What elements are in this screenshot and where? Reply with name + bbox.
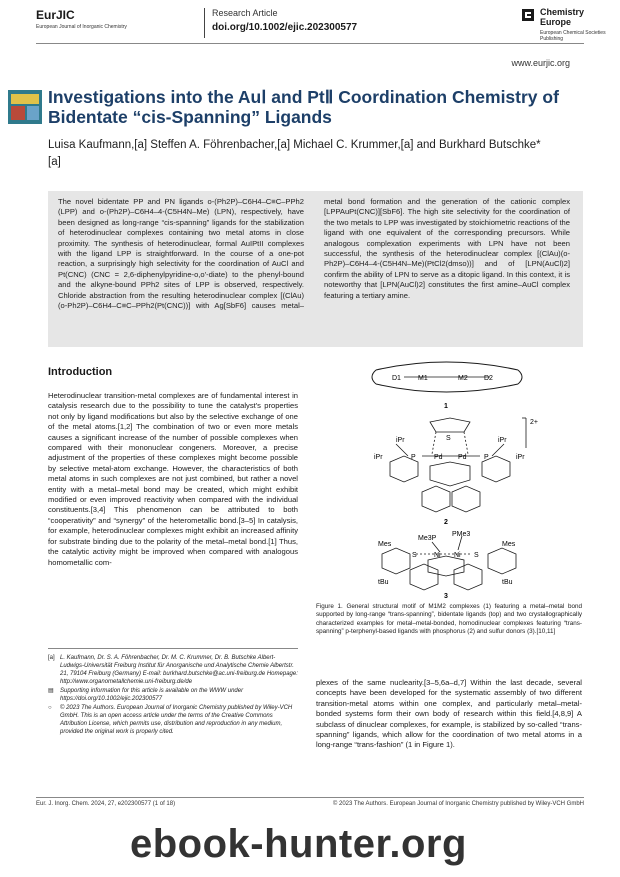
license-footnote xyxy=(48,704,298,736)
journal-abbrev: EurJIC xyxy=(36,8,75,22)
abstract-text: The novel bidentate PP and PN ligands o-(Ph2P)–C6H4–C≡C–PPh2 (LPP) and o-(Ph2P)–C6H4–4-(C5H4N–Me) (LPN), respectively, have been designed as long-range “cis-spanning” ligands for the stabilization of heterodinuclear complexes containing two metal atoms in close proximity. The synthesis of heterodinuclear, formal AuIPtII complexes with the ligand LPP is straightforward. In the course of a one-pot reaction, a surprisingly high selectivity for the coordination of AuCl and Pt(CNC) (CNC = 2,6-diphenylpyridine-o,o′-diate) to the phenyl-bound and the alkyne-bound PPh2 sites of LPP is observed, respectively. Chloride abstraction from the resulting heterodinuclear complex [(ClAu)(o-Ph2P)–C6H4–C≡C–PPh2(Pt(CNC))] with Ag[SbF6] causes metal–metal bond formation and the generation of the cationic complex [LPPAuPt(CNC)][SbF6]. The high site selectivity for the coordination of the two metals to LPP was investigated by stoichiometric reactions of the ligand with one equivalent of the corresponding precursors. While analogous complexation experiments with LPN have not been successful, the synthesis of the heterodinuclear complex [(ClAu)(o-Ph2P)–C6H4–4-(C5H4N–Me)(PtCl2(dmso))] and of [LPN(AuCl)2] confirm the ability of LPN to serve as a ditopic ligand. In this context, it is noteworthy that [LPN(AuCl)2] constitutes the first amine–AuCl complex featuring a tertiary amine. xyxy=(58,197,570,311)
motif-label-d2: D2 xyxy=(484,375,493,382)
label-ipr: iPr xyxy=(396,437,405,444)
label-me3p: Me3P xyxy=(418,535,437,542)
compound-number-2: 2 xyxy=(444,519,448,526)
motif-label-m1: M1 xyxy=(418,375,428,382)
atom-label-s: S xyxy=(412,552,417,559)
compound-3-structure xyxy=(382,536,516,590)
license-text: © 2023 The Authors. European Journal of Inorganic Chemistry published by Wiley-VCH GmbH. This is an open access article under the terms of the Creative Commons Attribution License, which permits use, distribution and reproduction in any medium, provided the original work is properly cited. xyxy=(60,705,293,735)
copyright-footer: © 2023 The Authors. European Journal of Inorganic Chemistry published by Wiley-VCH GmbH xyxy=(332,801,584,807)
compound-number-1: 1 xyxy=(444,403,448,410)
label-ipr: iPr xyxy=(516,454,525,461)
supporting-info-icon: ▤ xyxy=(48,688,54,694)
label-mes: Mes xyxy=(378,541,392,548)
journal-full-name: European Journal of Inorganic Chemistry xyxy=(36,24,127,30)
open-access-icon: ○ xyxy=(48,705,52,711)
atom-label-ni: Ni xyxy=(434,552,441,559)
publisher-name: Chemistry Europe xyxy=(540,7,585,27)
citation-footer: Eur. J. Inorg. Chem. 2024, 27, e202300577 (1 of 18) xyxy=(36,801,176,807)
introduction-text: Heterodinuclear transition-metal complexes are of fundamental interest in catalysis research due to the possibility to tune the catalyst's properties not only by ligand modifications but also by the selective exchange of one of the metal atoms.[1,2] The combination of two or even more metals causes a significant increase of the number of possible complexes when compared with their mononuclear congeners. Moreover, a precise adjustment of the properties of these complexes might become possible by selective metal-atom exchange. However, the characteristics of both metal atoms in such complexes are not just combined, but rather a novel entity with a metal–metal bond may be created, which might exhibit modified or even improved reactivity when compared with the individual constituents.[3,4] This phenomenon can be attributed to both “cooperativity” and “synergy” of the heterometallic bond.[3–5] In catalysis, for example, heterodinuclear complexes might exhibit an increased affinity for substrate binding due to the polarity of the metal–metal bond.[1] Thus, the catalytic activity might be improved when compared with analogous homometallic com- xyxy=(48,391,298,567)
label-pme3: PMe3 xyxy=(452,531,471,538)
author-list: Luisa Kaufmann,[a] Steffen A. Föhrenbacher,[a] Michael C. Krummer,[a] and Burkhard Butschke*[a] xyxy=(48,139,541,168)
article-type: Research Article xyxy=(212,8,278,18)
watermark: ebook-hunter.org xyxy=(130,822,467,866)
label-ipr: iPr xyxy=(374,454,383,461)
compound-2-structure xyxy=(390,418,526,512)
figure-caption: Figure 1. General structural motif of M1M2 complexes (1) featuring a metal–metal bond supported by long-range “trans-spanning”, bidentate ligands (top) and two crystallographically characterized examples for metal–metal-bonded, homodinuclear complexes featuring “trans-spanning” p-terphenyl-based ligands with phosphorus (2) and sulfur donors (3).[10,11] xyxy=(316,603,582,636)
label-tbu: tBu xyxy=(502,579,513,586)
article-title: Investigations into the AuⅠ and PtⅡ Coordination Chemistry of Bidentate “cis-Spanning” Ligands xyxy=(48,87,559,127)
atom-label-pd: Pd xyxy=(458,454,467,461)
atom-label-s: S xyxy=(474,552,479,559)
charge-label: 2+ xyxy=(530,419,538,426)
atom-label-pd: Pd xyxy=(434,454,443,461)
doi-link[interactable]: doi.org/10.1002/ejic.202300577 xyxy=(212,22,358,33)
footer-rule xyxy=(36,797,584,798)
chemistry-europe-logo-icon xyxy=(521,8,535,22)
header-divider xyxy=(204,8,205,38)
section-heading-introduction: Introduction xyxy=(48,366,113,378)
motif-label-d1: D1 xyxy=(392,375,401,382)
label-mes: Mes xyxy=(502,541,516,548)
motif-label-m2: M2 xyxy=(458,375,468,382)
header-rule xyxy=(36,43,584,44)
affiliation-mark: [a] xyxy=(48,655,55,661)
footnotes xyxy=(48,654,298,737)
atom-label-s: S xyxy=(446,435,451,442)
compound-number-3: 3 xyxy=(444,593,448,600)
supporting-info-footnote xyxy=(48,687,298,703)
atom-label-p: P xyxy=(411,454,416,461)
supporting-info-text[interactable]: Supporting information for this article is available on the WWW under https://doi.org/10.1002/ejic.202300577 xyxy=(60,688,244,702)
affiliation-footnote xyxy=(48,654,298,686)
introduction-continuation: plexes of the same nuclearity.[3–5,6a–d,7] Within the last decade, several concepts have been developed for the systematic assembly of two different transition-metal atoms within one complex, and particularly metal–metal-bonded systems form their own body of research within this field.[4,8,9] A subclass of dinuclear complexes, for example, is stabilized by so-called “trans-spanning” ligands, which allow for the coordination of two metal atoms in a long-range “trans-fashion” (1 in Figure 1). xyxy=(316,678,582,750)
affiliation-text: L. Kaufmann, Dr. S. A. Föhrenbacher, Dr. M. C. Krummer, Dr. B. Butschke Albert-Ludwigs-Universität Freiburg Institut für Anorganische und Analytische Chemie Albertstr. 21, 79104 Freiburg (Germany) E-mail: burkhard.butschke@ac.uni-freiburg.de Homepage: http://www.organometallchemie.uni-freiburg.de/de xyxy=(60,655,298,685)
motif-1 xyxy=(372,362,522,410)
figure-1-scheme xyxy=(312,356,584,600)
publisher-sub: European Chemical Societies Publishing xyxy=(540,30,606,42)
label-tbu: tBu xyxy=(378,579,389,586)
journal-website-link[interactable]: www.eurjic.org xyxy=(511,58,570,68)
atom-label-ni: Ni xyxy=(454,552,461,559)
journal-cover-icon xyxy=(8,90,42,124)
atom-label-p: P xyxy=(484,454,489,461)
label-ipr: iPr xyxy=(498,437,507,444)
footnote-rule xyxy=(48,648,298,649)
